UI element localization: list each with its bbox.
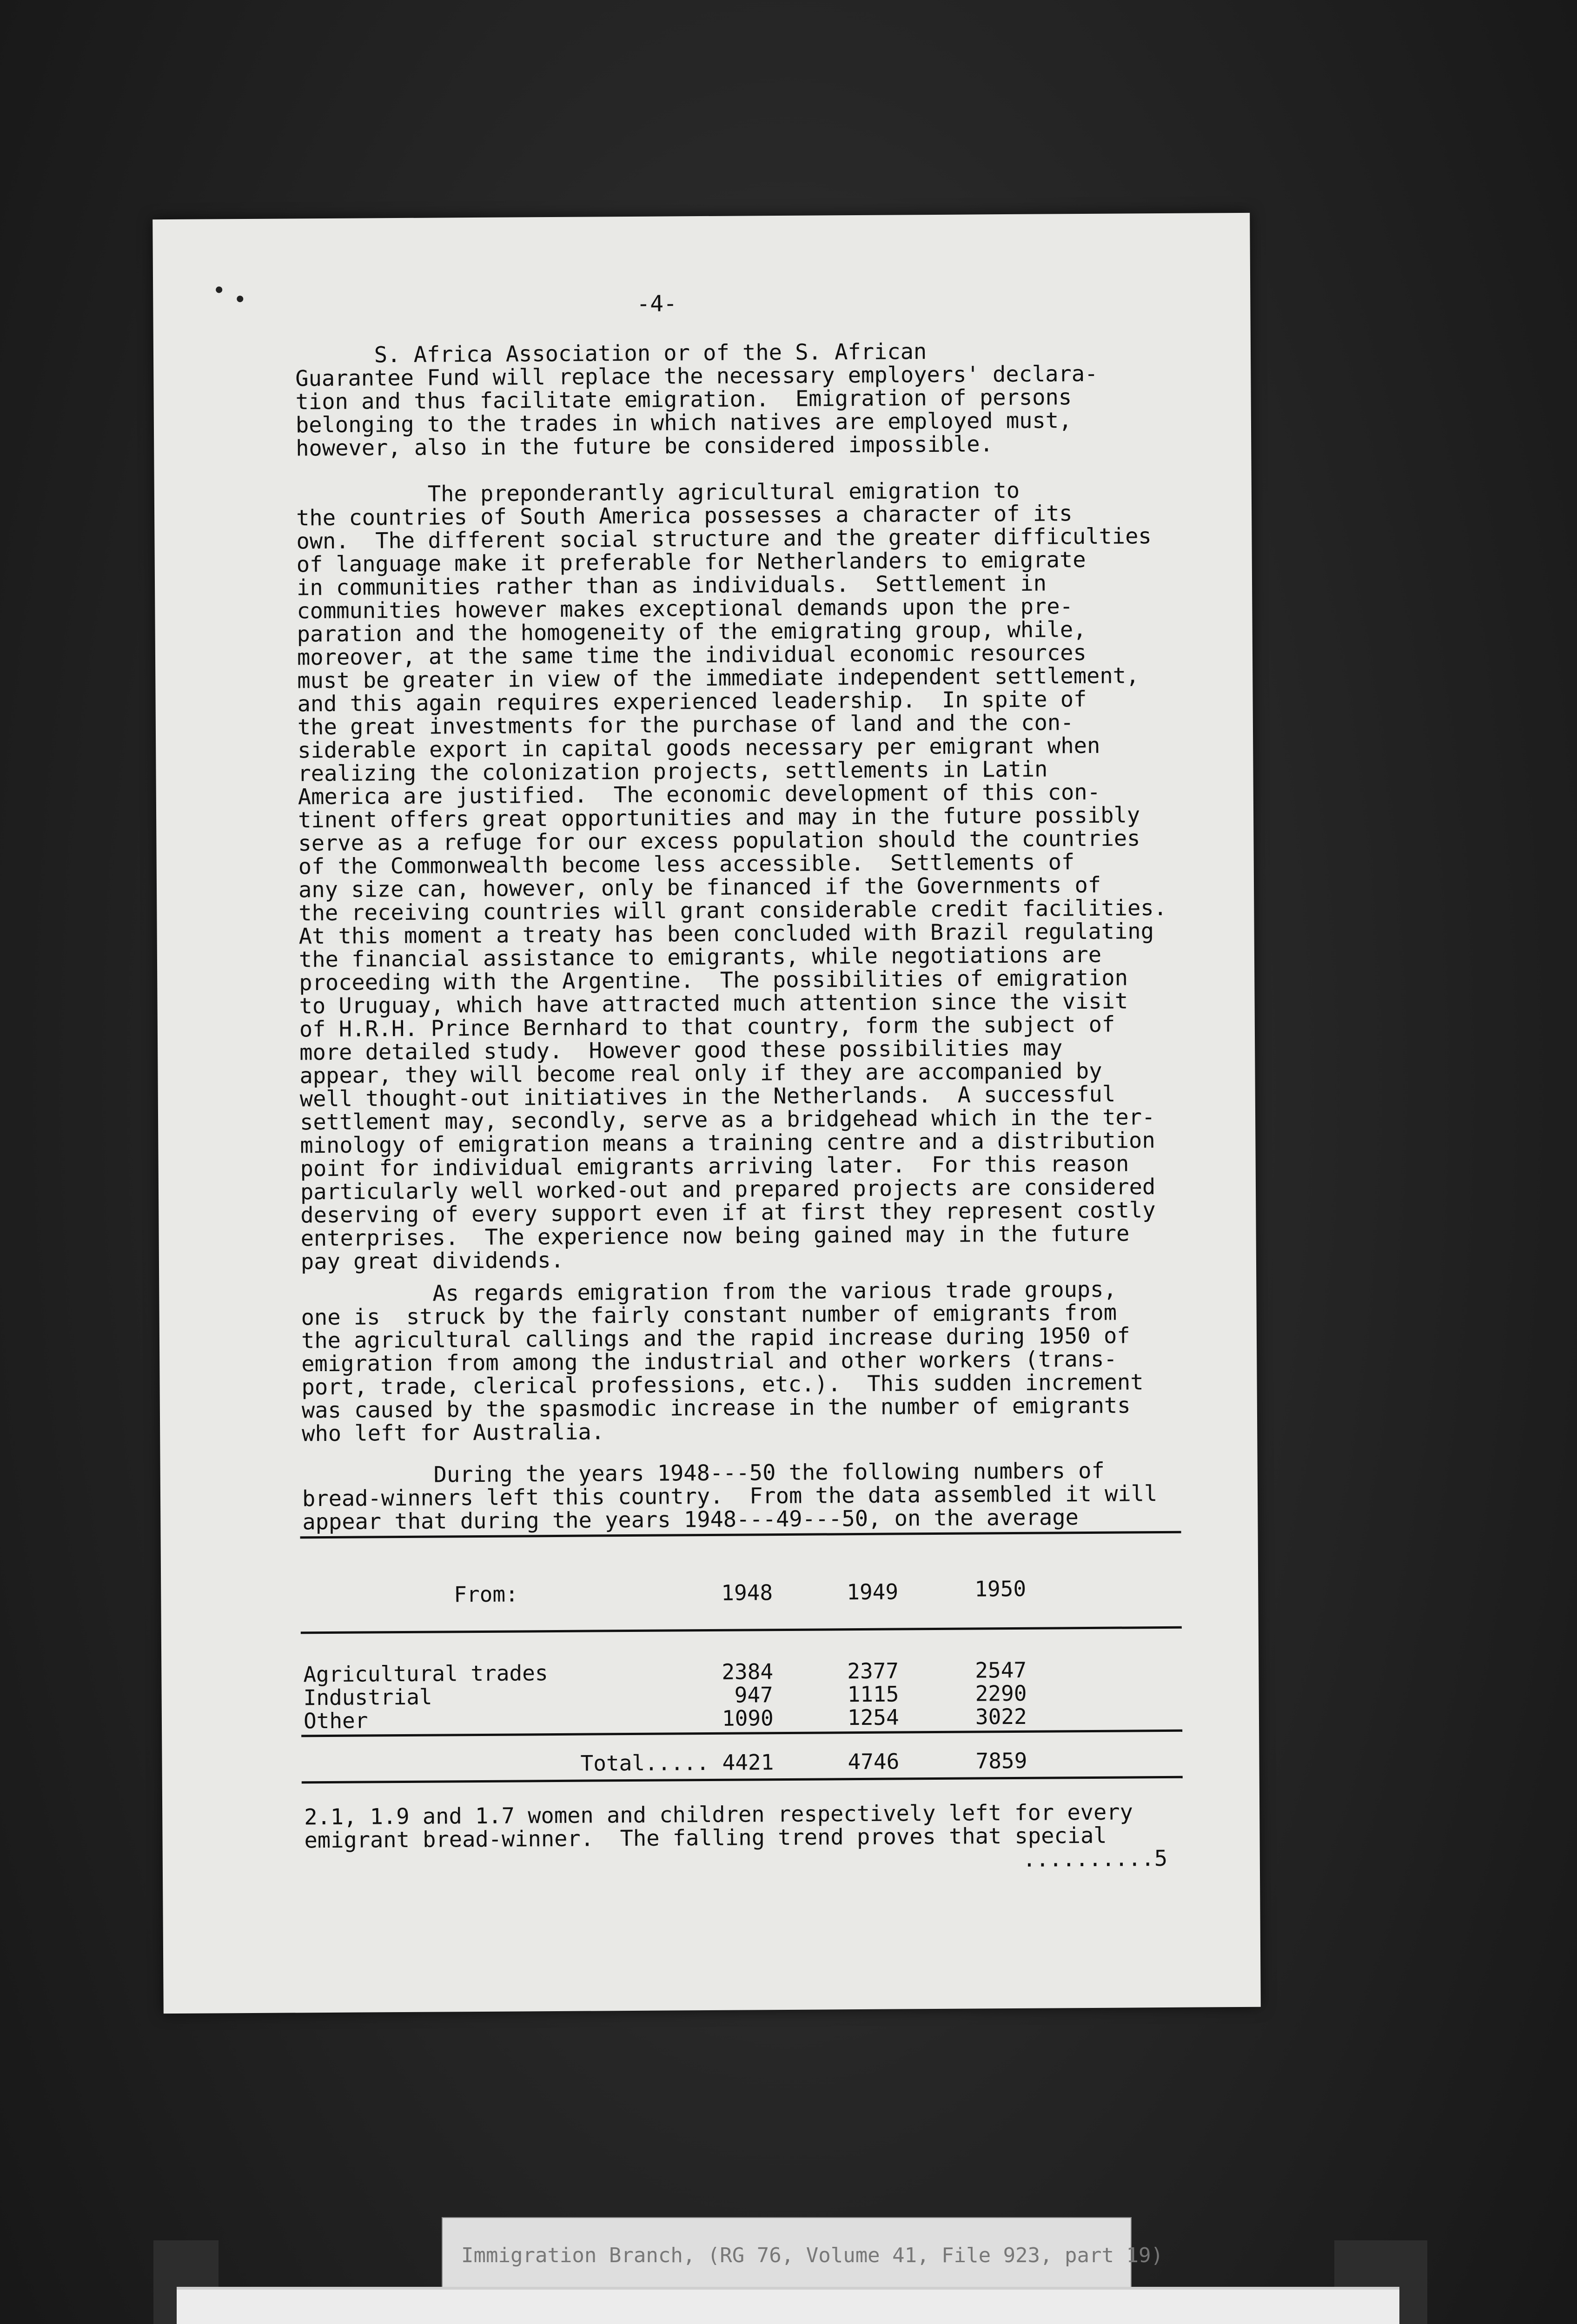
table-row-label: Other bbox=[303, 1708, 368, 1734]
table-cell: 2547 bbox=[975, 1657, 1027, 1683]
table-cell: 1115 bbox=[847, 1681, 899, 1707]
table-cell: 947 bbox=[734, 1682, 773, 1708]
table-total-label: Total..... bbox=[580, 1750, 709, 1776]
table-header-rule bbox=[301, 1626, 1182, 1634]
paragraph-1: S. Africa Association or of the S. African Guarantee Fund will replace the necessary employers' declara- tion and thus facilitate emigration. Emigration of persons belonging to the trades in which natives are employed must, however, also in the future be considered impossible. bbox=[295, 339, 1098, 462]
table-year-1949: 1949 bbox=[847, 1579, 899, 1605]
paragraph-2: The preponderantly agricultural emigration to the countries of South America possesses a character of its own. The different social structure and the greater difficulties of language make it preferable for Netherlanders to emigrate in communities rather than as individuals. Settlement in communities however makes exceptional demands upon the pre- paration and the homogeneity of the emigrating group, while, moreover, at the same time the individual economic resources must be greater in view of the immediate independent settlement, and this again requires experienced leadership. In spite of the great investments for the purchase of land and the con- siderable export in capital goods necessary per emigrant when realizing the colonization projects, settlements in Latin America are justified. The economic development of this con- tinent offers great opportunities and may in the future possibly serve as a refuge for our excess population should the countries of the Commonwealth become less accessible. Settlements of any size can, however, only be financed if the Governments of the receiving countries will grant considerable credit facilities. At this moment a treaty has been concluded with Brazil regulating the financial assistance to emigrants, while negotiations are proceeding with the Argentine. The possibilities of emigration to Uruguay, which have attracted much attention since the visit of H.R.H. Prince Bernhard to that country, form the subject of more detailed study. However good these possibilities may appear, they will become real only if they are accompanied by well thought-out initiatives in the Netherlands. A successful settlement may, secondly, serve as a bridgehead which in the ter- minology of emigration means a training centre and a distribution point for individual emigrants arriving later. For this reason particularly well worked-out and prepared projects are considered deserving of every support even if at first they represent costly enterprises. The experience now being gained may in the future pay great dividends. bbox=[296, 477, 1167, 1275]
archive-reference-label bbox=[442, 2217, 1163, 2289]
table-year-1948: 1948 bbox=[721, 1580, 773, 1605]
paragraph-3: As regards emigration from the various trade groups, one is struck by the fairly constant number of emigrants from the agricultural callings and the rapid increase during 1950 of emigration from among the industrial and other workers (trans- port, trade, clerical professions, etc.). This sudden increment was caused by the spasmodic increase in the number of emigrants who left for Australia. bbox=[301, 1276, 1144, 1447]
table-cell: 1254 bbox=[847, 1704, 899, 1730]
table-total-cell: 7859 bbox=[975, 1748, 1027, 1774]
paragraph-4: During the years 1948---50 the following numbers of bread-winners left this country. From the data assembled it will appear that during the years 1948---49---50, on the average bbox=[302, 1458, 1158, 1535]
table-total-cell: 4746 bbox=[848, 1749, 900, 1775]
table-cell: 2290 bbox=[975, 1680, 1027, 1706]
table-row-label: Agricultural trades bbox=[303, 1660, 548, 1687]
table-row-label: Industrial bbox=[303, 1684, 432, 1710]
page-number: -4- bbox=[636, 290, 677, 317]
table-cell: 1090 bbox=[722, 1705, 774, 1731]
table-total-cell: 4421 bbox=[722, 1750, 774, 1775]
archives-stamp bbox=[177, 2287, 1399, 2324]
continuation-marker: ..........5 bbox=[1022, 1845, 1168, 1872]
closing-paragraph: 2.1, 1.9 and 1.7 women and children respectively left for every emigrant bread-winner. The falling trend proves that special bbox=[304, 1799, 1133, 1854]
table-bottom-rule bbox=[302, 1776, 1183, 1784]
table-header-label: From: bbox=[454, 1581, 518, 1607]
punch-mark bbox=[237, 296, 243, 302]
punch-mark bbox=[216, 286, 222, 293]
document-page bbox=[152, 213, 1261, 2014]
table-cell: 2384 bbox=[722, 1659, 774, 1684]
table-cell: 2377 bbox=[847, 1658, 899, 1684]
table-cell: 3022 bbox=[975, 1703, 1027, 1730]
table-year-1950: 1950 bbox=[974, 1576, 1027, 1602]
archive-reference-text: Immigration Branch, (RG 76, Volume 41, File 923, part 19) bbox=[461, 2244, 1163, 2267]
